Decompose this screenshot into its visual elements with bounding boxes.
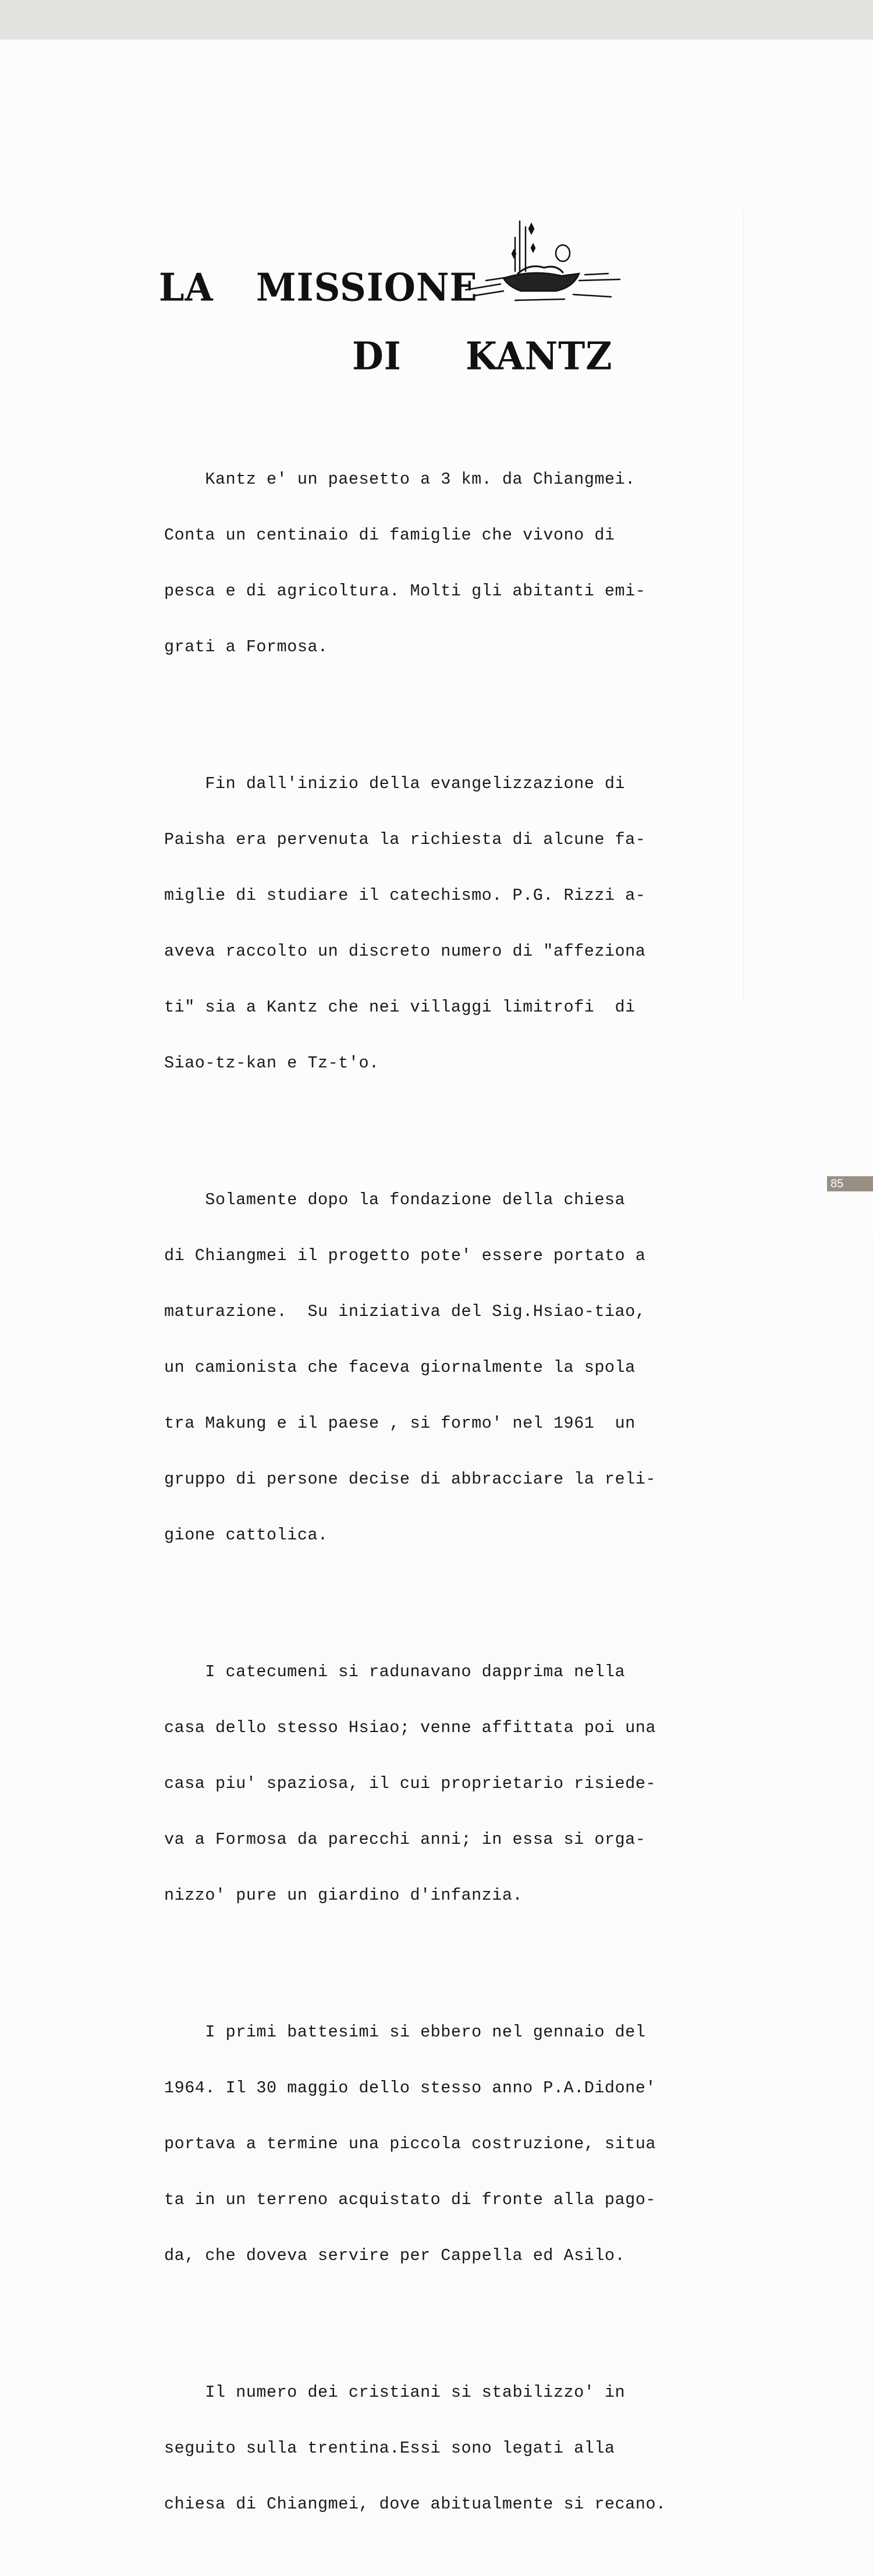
- page-fold-line: [743, 210, 744, 1001]
- scan-top-band: [0, 0, 873, 40]
- text-line: Siao-tz-kan e Tz-t'o.: [164, 1053, 379, 1073]
- title-word-di: DI: [352, 333, 402, 379]
- text-line: gruppo di persone decise di abbracciare la reli-: [164, 1470, 656, 1489]
- junk-boat-icon: [463, 215, 626, 308]
- text-line: Conta un centinaio di famiglie che vivono di: [164, 526, 615, 545]
- text-line: un camionista che faceva giornalmente la spola: [164, 1358, 636, 1377]
- text-line: Solamente dopo la fondazione della chiesa: [164, 1190, 626, 1209]
- text-line: va a Formosa da parecchi anni; in essa si orga-: [164, 1830, 646, 1849]
- text-line: gione cattolica.: [164, 1525, 328, 1545]
- text-line: miglie di studiare il catechismo. P.G. Rizzi a-: [164, 886, 646, 905]
- paragraph: [164, 1626, 711, 1942]
- paragraph: [164, 737, 711, 1110]
- page-number: 85: [827, 1176, 873, 1191]
- text-line: I primi battesimi si ebbero nel gennaio del: [164, 2023, 646, 2042]
- text-line: ti" sia a Kantz che nei villaggi limitrofi di: [164, 998, 636, 1017]
- text-line: 1964. Il 30 maggio dello stesso anno P.A.Didone': [164, 2078, 656, 2098]
- text-line: ta in un terreno acquistato di fronte alla pago-: [164, 2190, 656, 2209]
- text-line: pesca e di agricoltura. Molti gli abitanti emi-: [164, 581, 646, 601]
- text-line: seguito sulla trentina.Essi sono legati alla: [164, 2439, 615, 2458]
- text-line: tra Makung e il paese , si formo' nel 1961 un: [164, 1414, 636, 1433]
- title-word-kantz: KANTZ: [466, 333, 613, 379]
- text-line: casa piu' spaziosa, il cui proprietario risiede-: [164, 1774, 656, 1793]
- paragraph: [164, 2346, 711, 2551]
- paragraph: [164, 1986, 711, 2302]
- title-word-missione: MISSIONE: [256, 265, 478, 310]
- text-line: nizzo' pure un giardino d'infanzia.: [164, 1886, 523, 1905]
- text-line: Paisha era pervenuta la richiesta di alcune fa-: [164, 830, 646, 849]
- text-line: grati a Formosa.: [164, 637, 328, 657]
- text-line: Kantz e' un paesetto a 3 km. da Chiangmei.: [164, 470, 636, 489]
- paragraph: [164, 433, 711, 694]
- text-line: casa dello stesso Hsiao; venne affittata poi una: [164, 1718, 656, 1737]
- text-line: maturazione. Su iniziativa del Sig.Hsiao-tiao,: [164, 1302, 646, 1321]
- paragraph: [164, 1154, 711, 1582]
- text-line: da, che doveva servire per Cappella ed Asilo.: [164, 2246, 626, 2265]
- text-line: Il numero dei cristiani si stabilizzo' in: [164, 2383, 626, 2402]
- text-line: Fin dall'inizio della evangelizzazione di: [164, 774, 626, 793]
- text-line: I catecumeni si radunavano dapprima nella: [164, 1662, 626, 1681]
- text-line: aveva raccolto un discreto numero di "affeziona: [164, 942, 646, 961]
- article-body: [164, 396, 711, 2576]
- text-line: di Chiangmei il progetto pote' essere portato a: [164, 1246, 646, 1265]
- text-line: portava a termine una piccola costruzione, situa: [164, 2134, 656, 2153]
- text-line: chiesa di Chiangmei, dove abitualmente si recano.: [164, 2495, 666, 2514]
- title-word-la: LA: [159, 265, 214, 310]
